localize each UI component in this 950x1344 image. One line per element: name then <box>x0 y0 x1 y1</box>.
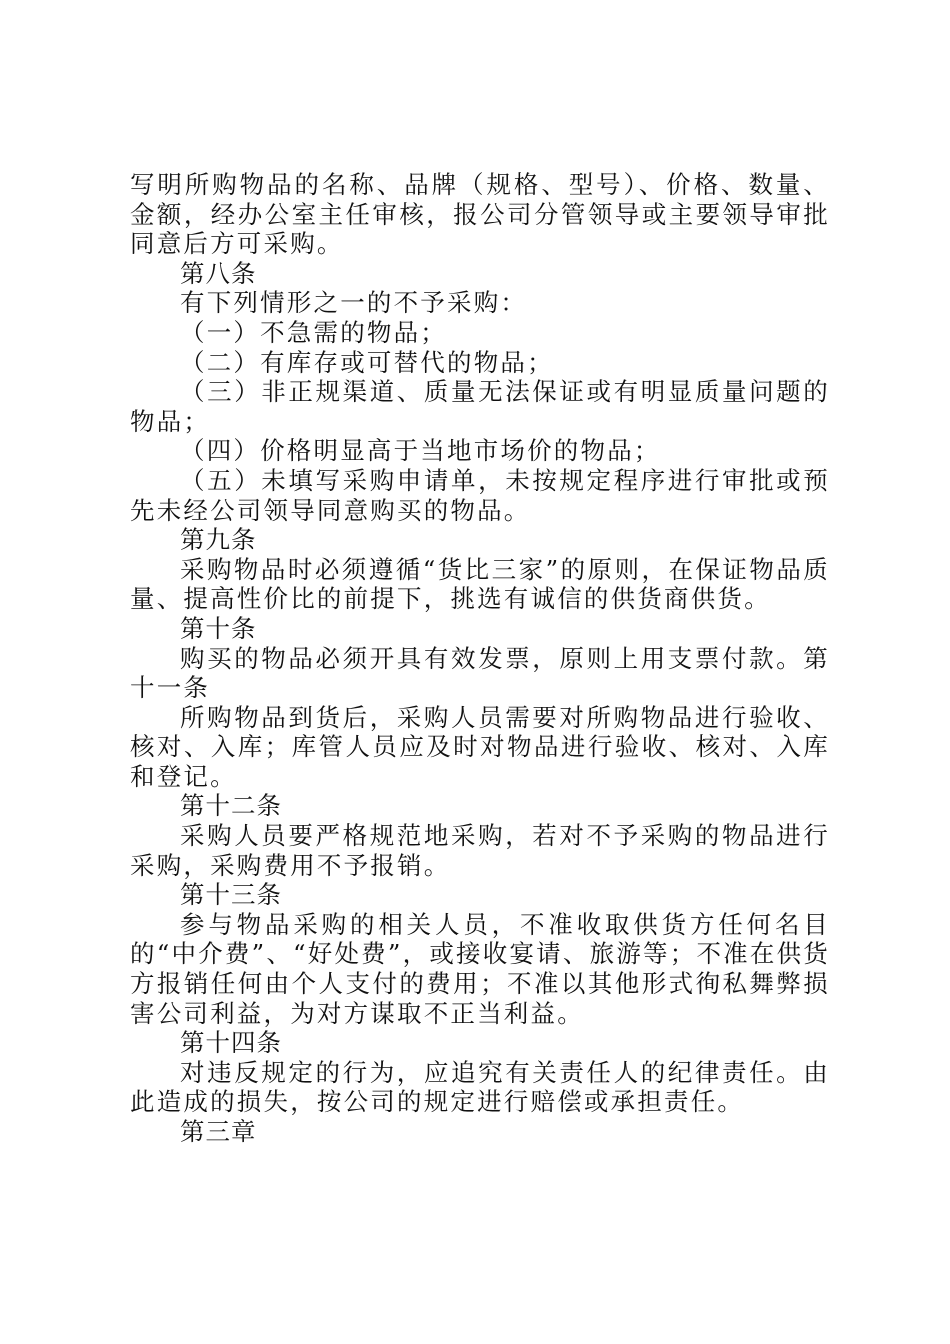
article-heading-8: 第八条 <box>180 258 257 288</box>
document-body <box>130 170 830 1147</box>
article-heading-14: 第十四条 <box>180 1028 282 1058</box>
paragraph-invoice-payment: 购买的物品必须开具有效发票，原则上用支票付款。第十一条 <box>130 643 830 703</box>
article-heading-9: 第九条 <box>180 525 257 555</box>
paragraph-purchase-request: 写明所购物品的名称、品牌（规格、型号）、价格、数量、金额，经办公室主任审核，报公司分管领导或主要领导审批同意后方可采购。 <box>130 170 830 259</box>
paragraph-no-reimbursement: 采购人员要严格规范地采购，若对不予采购的物品进行采购，采购费用不予报销。 <box>130 821 830 880</box>
list-item-2: （二）有库存或可替代的物品； <box>180 347 554 377</box>
list-item-1: （一）不急需的物品； <box>180 317 447 347</box>
paragraph-no-purchase-intro: 有下列情形之一的不予采购： <box>180 288 528 318</box>
article-heading-13: 第十三条 <box>180 880 282 910</box>
article-heading-12: 第十二条 <box>180 791 282 821</box>
paragraph-acceptance-storage: 所购物品到货后，采购人员需要对所购物品进行验收、核对、入库；库管人员应及时对物品进行验收、核对、入库和登记。 <box>130 702 830 791</box>
paragraph-compare-suppliers: 采购物品时必须遵循“货比三家”的原则，在保证物品质量、提高性价比的前提下，挑选有诚信的供货商供货。 <box>130 554 830 614</box>
list-item-4: （四）价格明显高于当地市场价的物品； <box>180 436 661 466</box>
article-heading-10: 第十条 <box>180 613 257 643</box>
chapter-heading-3: 第三章 <box>180 1117 257 1146</box>
list-item-5: （五）未填写采购申请单，未按规定程序进行审批或预先未经公司领导同意购买的物品。 <box>130 465 830 525</box>
paragraph-integrity-rules: 参与物品采购的相关人员，不准收取供货方任何名目的“中介费”、“好处费”，或接收宴请、旅游等；不准在供货方报销任何由个人支付的费用；不准以其他形式徇私舞弊损害公司利益，为对方谋取不正当利益。 <box>130 909 830 1028</box>
list-item-3: （三）非正规渠道、质量无法保证或有明显质量问题的物品； <box>130 377 830 436</box>
paragraph-liability: 对违反规定的行为，应追究有关责任人的纪律责任。由此造成的损失，按公司的规定进行赔偿或承担责任。 <box>130 1057 830 1117</box>
